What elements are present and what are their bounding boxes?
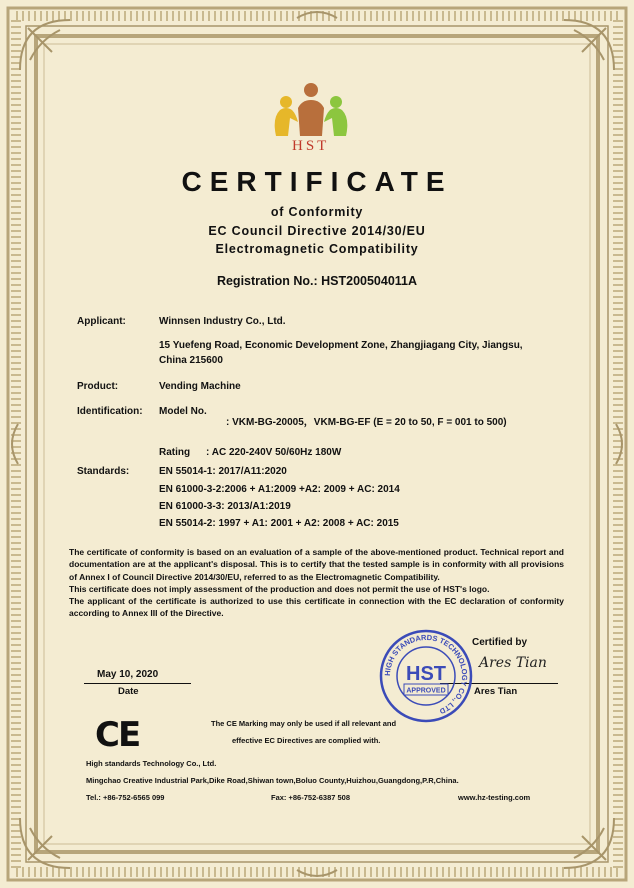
standard-item: EN 61000-3-3: 2013/A1:2019 xyxy=(159,501,291,512)
applicant-name: Winnsen Industry Co., Ltd. xyxy=(159,316,286,327)
applicant-address-1: 15 Yuefeng Road, Economic Development Zone, Zhangjiagang City, Jiangsu, xyxy=(159,340,523,351)
footer-tel: Tel.: +86-752-6565 099 xyxy=(86,793,165,802)
subtitle-line-3: Electromagnetic Compatibility xyxy=(215,242,419,256)
rating-label: Rating xyxy=(159,447,191,458)
applicant-address-2: China 215600 xyxy=(159,355,223,366)
footer-company: High standards Technology Co., Ltd. xyxy=(86,759,217,768)
subtitle-line-1: of Conformity xyxy=(270,205,364,219)
standard-item: EN 55014-1: 2017/A11:2020 xyxy=(159,466,287,477)
statement-paragraph-2: This certificate does not imply assessment of the production and does not permit the use of HST's logo. xyxy=(69,583,490,594)
certificate-title: CERTIFICATE xyxy=(181,166,453,197)
applicant-label: Applicant: xyxy=(77,316,126,327)
footer-website: www.hz-testing.com xyxy=(458,793,531,802)
hst-approved-stamp xyxy=(378,628,474,724)
signatory-name: Ares Tian xyxy=(474,686,518,697)
logo-letters: HST xyxy=(292,138,330,154)
standards-label: Standards: xyxy=(77,466,130,477)
standard-item: EN 61000-3-2:2006 + A1:2009 +A2: 2009 + AC: 2014 xyxy=(159,484,400,495)
standard-item: EN 55014-2: 1997 + A1: 2001 + A2: 2008 + AC: 2015 xyxy=(159,518,399,529)
product-label: Product: xyxy=(77,381,119,392)
certified-by-label: Certified by xyxy=(472,637,528,648)
statement-paragraph-1: The certificate of conformity is based on an evaluation of a sample of the above-mentioned product. Technical report and documentation are at the applicant's disposal. This is to certify that the tested sample is in conformity with all provisions of Annex I of Council Directive 2014/30/EU, referred to as the Electromagnetic Compatibility. xyxy=(69,547,564,582)
signature: Ares Tian xyxy=(479,655,547,671)
footer-address: Mingchao Creative Industrial Park,Dike Road,Shiwan town,Boluo County,Huizhou,Guangdong,P.R,China. xyxy=(86,776,459,785)
rating-value: : AC 220-240V 50/60Hz 180W xyxy=(206,447,342,458)
statement-text xyxy=(69,546,564,620)
date-line xyxy=(84,683,191,684)
footer-fax: Fax: +86-752-6387 508 xyxy=(271,793,351,802)
stamp-approved-text: APPROVED xyxy=(406,687,446,695)
identification-label: Identification: xyxy=(77,406,143,417)
stamp-ring-text: HIGH STANDARDS TECHNOLOGY CO., LTD xyxy=(382,632,470,717)
date-label: Date xyxy=(118,686,139,697)
statement-paragraph-3: The applicant of the certificate is authorized to use this certificate in connection with the EC declaration of conformity according to Annex III of the Directive. xyxy=(69,596,564,619)
ce-note-line-2: effective EC Directives are complied with. xyxy=(232,736,381,745)
product-value: Vending Machine xyxy=(159,381,241,392)
stamp-center-text: HST xyxy=(406,663,446,685)
model-label: Model No. xyxy=(159,406,207,417)
registration-number: Registration No.: HST200504011A xyxy=(216,274,418,288)
model-value: : VKM-BG-20005，VKM-BG-EF (E = 20 to 50, F = 001 to 500) xyxy=(226,417,507,428)
ce-mark-icon: CE xyxy=(95,715,140,755)
subtitle-line-2: EC Council Directive 2014/30/EU xyxy=(208,224,426,238)
ce-note-line-1: The CE Marking may only be used if all relevant and xyxy=(211,719,397,728)
issue-date: May 10, 2020 xyxy=(97,669,159,680)
